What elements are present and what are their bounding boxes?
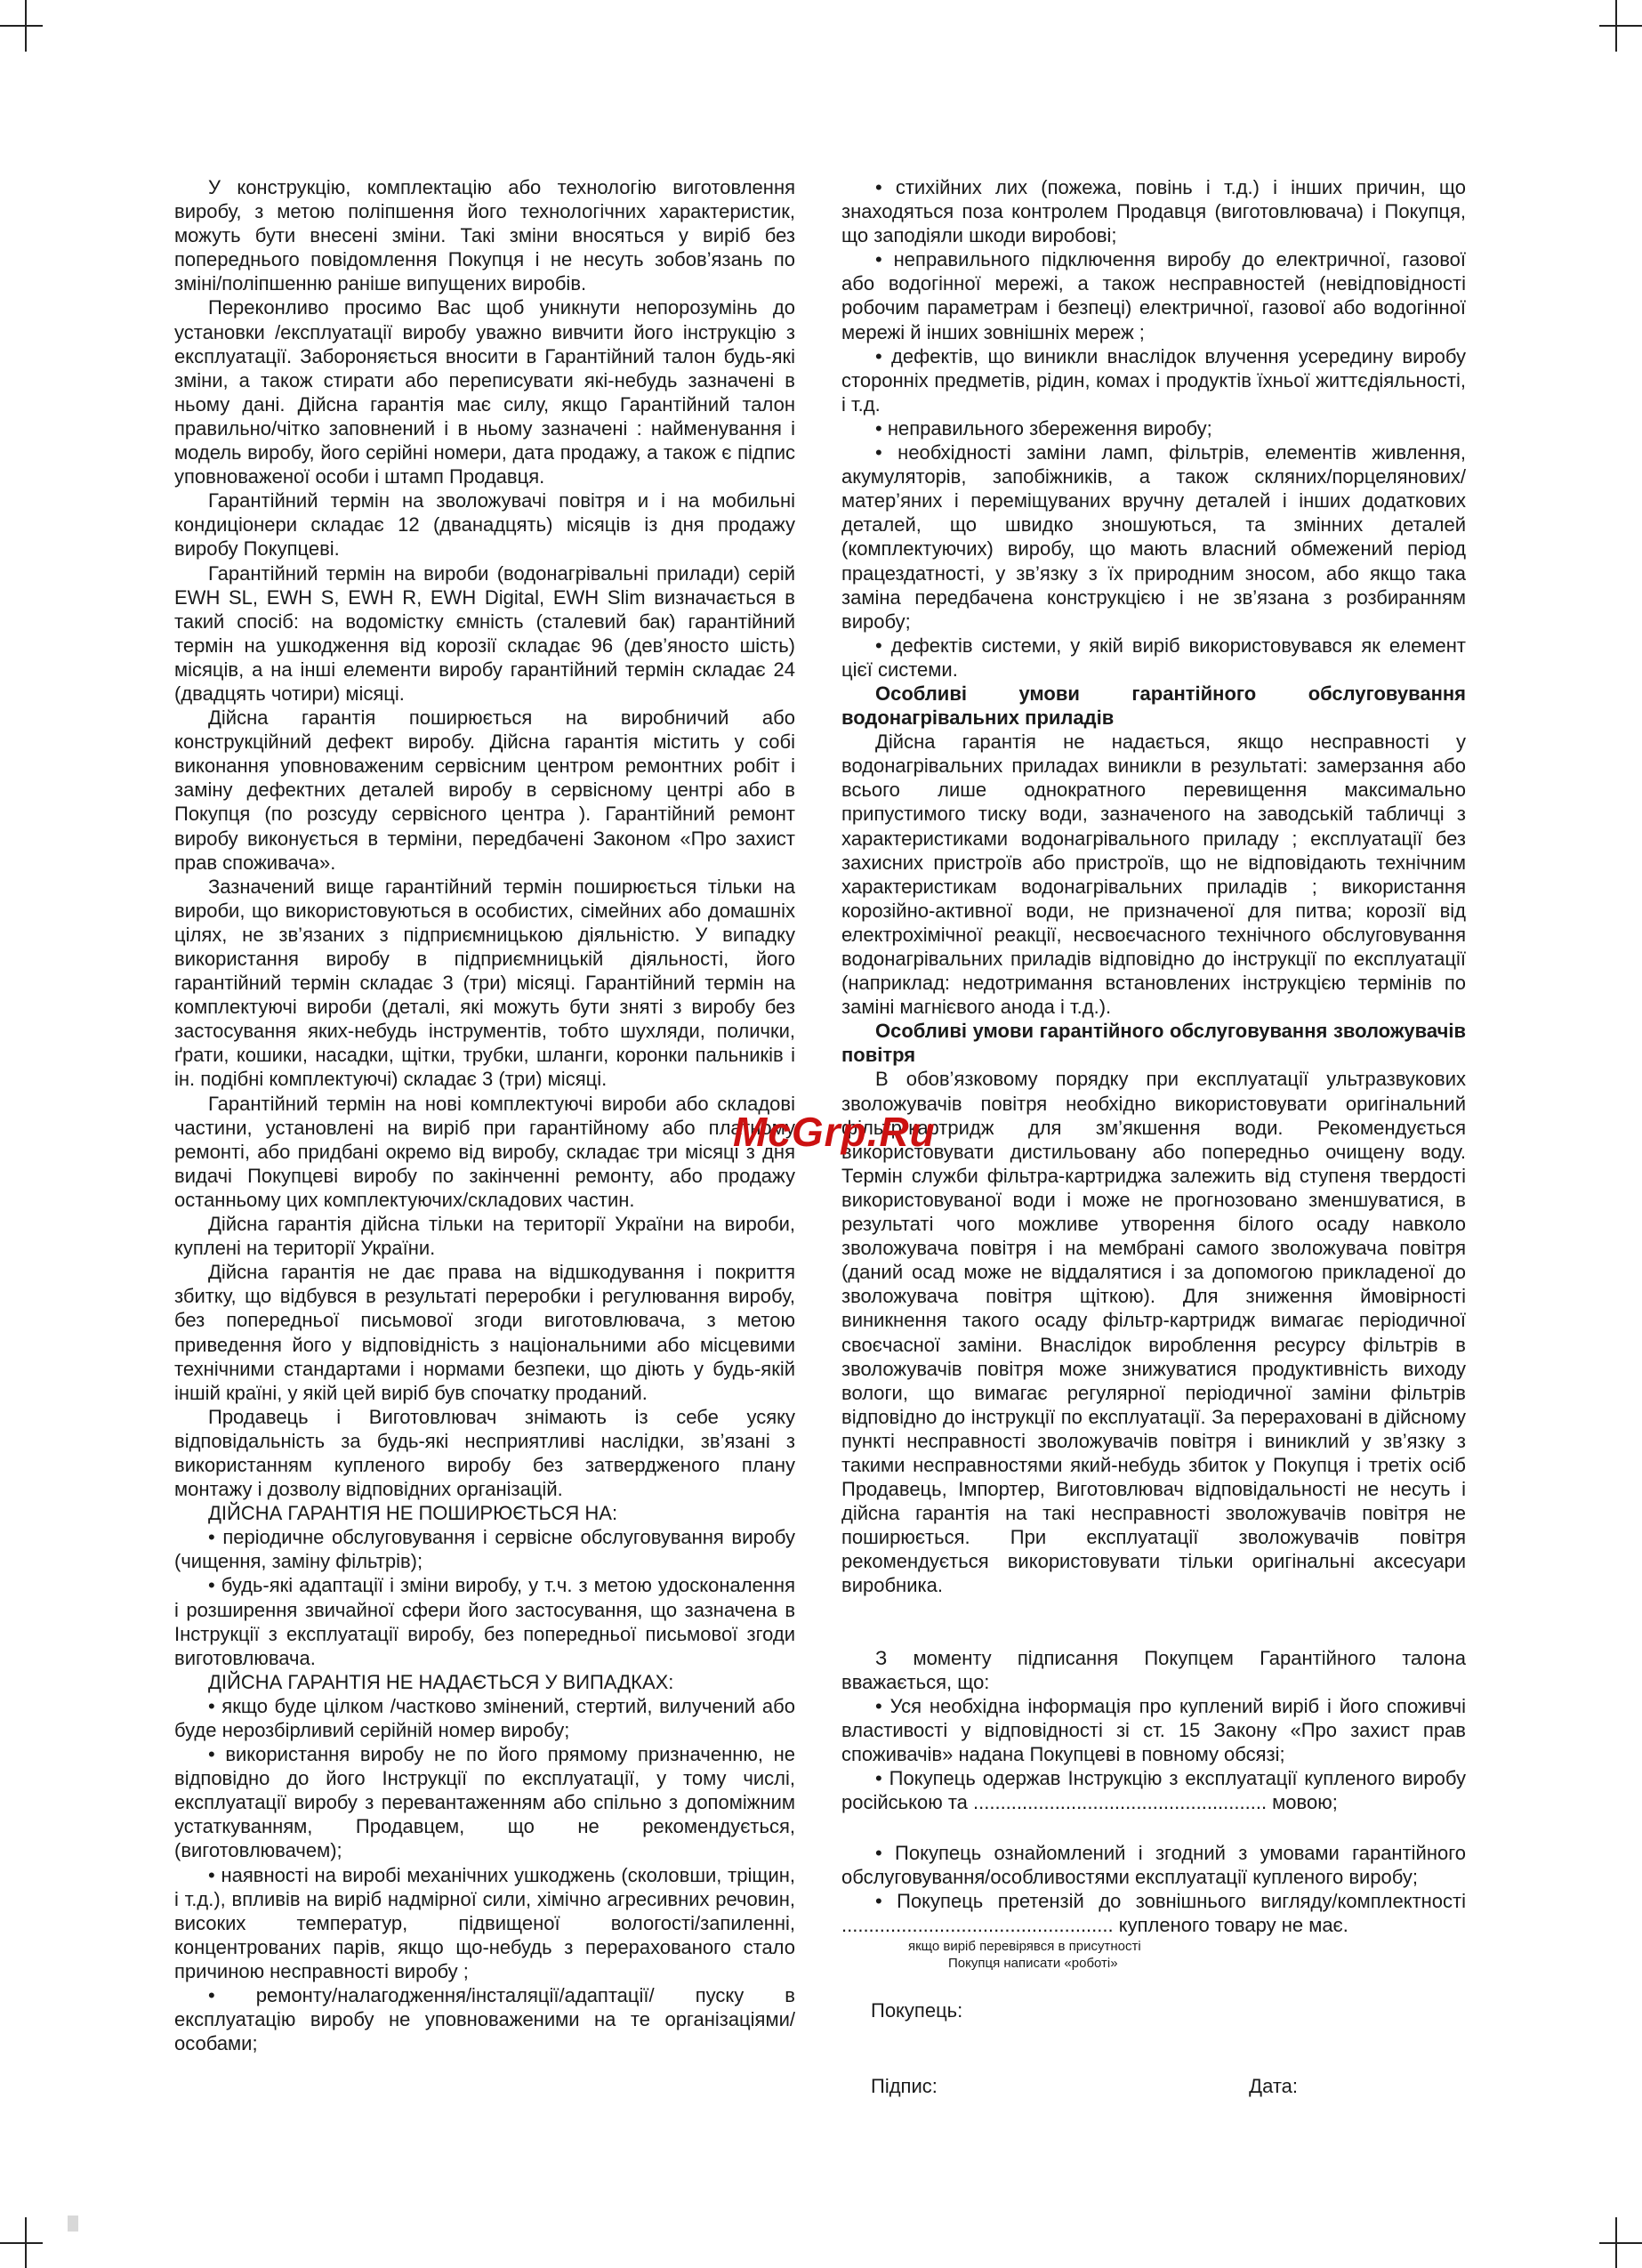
para-components: Гарантійний термін на нові комплектуючі вироби або складові частини, установлені на виріб при гарантійному або платному ремонті, або придбані окремо від виробу, складає три місяці з дня видачі Покупцеві виробу по закінченні ремонту, або продажу останньому цих комплектуючих/складових частин. xyxy=(174,1092,795,1211)
consent-item: • Покупець ознайомлений і згодний з умовами гарантійного обслуговування/особливостями експлуатації купленого виробу; xyxy=(841,1842,1466,1889)
consent-item: • Покупець претензій до зовнішнього вигляду/комплектності .................................................. купленого товару не має. xyxy=(841,1890,1466,1937)
list-item: • періодичне обслуговування і сервісне обслуговування виробу (чищення, заміну фільтрів); xyxy=(174,1526,795,1573)
buyer-label: Покупець: xyxy=(871,1998,963,2022)
para-personal-use: Зазначений вище гарантійний термін поширюється тільки на вироби, що використовуються в особистих, сімейних або домашніх цілях, не зв’язаних з підприємницькою діяльністю. У випадку використання виробу в підприємницькій діяльності, його гарантійний термін складає 3 (три) місяці. Гарантійний термін на комплектуючі вироби (деталі, які можуть бути зняті з виробу без застосування яких-небудь інструментів, тобто шухляди, полички, ґрати, кошики, насадки, щітки, трубки, шланги, коронки пальників і ін. подібні комплектуючі) складає 3 (три) місяці. xyxy=(174,875,795,1091)
list-item: • використання виробу не по його прямому призначенню, не відповідно до його Інструкції по експлуатації, у тому числі, експлуатації виробу з перевантаженням або спільно з допоміжним устаткуванням, Продавцем, що не рекомендується, (виготовлювачем); xyxy=(174,1743,795,1862)
list-item: • стихійних лих (пожежа, повінь і т.д.) і інших причин, що знаходяться поза контролем Продавця (виготовлювача) і Покупця, що заподіяли шкоди виробові; xyxy=(841,176,1466,247)
crop-mark-bottom-right-h xyxy=(1599,2242,1642,2244)
heading-heaters: Особливі умови гарантійного обслуговування водонагрівальних приладів xyxy=(841,682,1466,730)
crop-mark-bottom-left-h xyxy=(0,2242,43,2244)
para-humidifiers: В обов’язковому порядку при експлуатації ультразвукових зволожувачів повітря необхідно використовувати оригінальний фільтр-картридж для зм’якшення води. Рекомендується використовувати дистильовану або попередньо очищену воду. Термін служби фільтра-картриджа залежить від ступеня твердості використовуваної води і може не прогнозовано зменшуватися, в результаті чого можливе утворення білого осаду навколо зволожувача повітря і на мембрані самого зволожувача повітря (даний осад може не віддалятися і за допомогою прикладеної до зволожувача повітря щіткою). Для зниження ймовірності виникнення такого осаду фільтр-картридж вимагає періодичної своєчасної заміни. Внаслідок вироблення ресурсу фільтрів в зволожувачів повітря може знижуватися продуктивність виходу вологи, що вимагає регулярної періодичної заміни фільтрів відповідно до інструкції по експлуатації. За перераховані в дійсному пункті несправності зволожувачів повітря і виниклий у зв’язку з такими несправностями який-небудь збиток у Покупця і третіх осіб Продавець, Імпортер, Виготовлювач відповідальності не несуть і дійсна гарантія на такі несправності зволожувачів повітря не поширюється. При експлуатації зволожувачів повітря рекомендується використовувати тільки оригінальні аксесуари виробника. xyxy=(841,1068,1466,1597)
consent-intro: З моменту підписання Покупцем Гарантійного талона вважається, що: xyxy=(841,1646,1466,1693)
para-design-changes: У конструкцію, комплектацію або технологію виготовлення виробу, з метою поліпшення його технологічних характеристик, можуть бути внесені зміни. Такі зміни вносяться у виріб без попереднього повідомлення Покупця і не несуть зобов’язань по зміні/поліпшенню раніше випущених виробів. xyxy=(174,176,795,295)
list-item: • будь-які адаптації і зміни виробу, у т.ч. з метою удосконалення і розширення звичайної сфери його застосування, що зазначена в Інструкції з експлуатації виробу, без попередньої письмової згоди виготовлювача. xyxy=(174,1574,795,1669)
para-heater-term: Гарантійний термін на вироби (водонагрівальні прилади) серій EWH SL, EWH S, EWH R, EWH Digital, EWH Slim визначається в такий спосіб: на водомістку ємність (сталевий бак) гарантійний термін на ушкодження від корозії складає 96 (дев’яносто шість) місяців, а на інші елементи виробу гарантійний термін складає 24 (двадцять чотири) місяці. xyxy=(174,561,795,705)
list-item: • неправильного підключення виробу до електричної, газової або водогінної мережі, а також несправностей (невідповідності робочим параметрам і безпеці) електричної, газової або водогінної мережі й інших зовнішніх мереж ; xyxy=(841,248,1466,343)
para-heaters: Дійсна гарантія не надається, якщо несправності у водонагрівальних приладах виникли в результаті: замерзання або всього лише однократного перевищення максимально припустимого тиску води, зазначеного на заводській табличці з характеристиками водонагрівального приладу ; експлуатації без захисних пристроїв або пристроїв, що не відповідають технічним характеристикам водонагрівальних приладів ; використання корозійно-активної води, не призначеної для питва; корозії від електрохімічної реакції, несвоєчасного технічного обслуговування водонагрівальних приладів відповідно до інструкції по експлуатації (наприклад: недотримання встановлених інструкцією термінів по заміні магнієвого анода і т.д.). xyxy=(841,730,1466,1019)
list-item: • дефектів, що виникли внаслідок влучення усередину виробу сторонніх предметів, рідин, комах і продуктів їхньої життєдіяльності, і т.д. xyxy=(841,344,1466,416)
para-modification: Дійсна гарантія не дає права на відшкодування і покриття збитку, що відбувся в результаті переробки і регулювання виробу, без попередньої письмової згоди виготовлювача, з метою приведення його у відповідність з національними або місцевими технічними стандартами і нормами безпеки, що діють у будь-якій іншій країні, у якій цей виріб був спочатку проданий. xyxy=(174,1261,795,1404)
list-item: • якщо буде цілком /частково змінений, стертий, вилучений або буде нерозбірливий серійній номер виробу; xyxy=(174,1694,795,1741)
heading-not-covered: ДІЙСНА ГАРАНТІЯ НЕ ПОШИРЮЄТЬСЯ НА: xyxy=(208,1502,618,1525)
crop-mark-top-left-h xyxy=(0,25,43,27)
footnote-line-2: Покупця написати «роботі» xyxy=(948,1955,1118,1971)
heading-humidifiers: Особливі умови гарантійного обслуговування зволожувачів повітря xyxy=(841,1020,1466,1067)
list-item: • ремонту/налагодження/інсталяції/адаптації/ пуску в експлуатацію виробу не уповноваженими на те організаціями/особами; xyxy=(174,1984,795,2055)
para-instructions: Переконливо просимо Вас щоб уникнути непорозумінь до установки /експлуатації виробу уважно вивчити його інструкцію з експлуатації. Забороняється вносити в Гарантійний талон будь-які зміни, а також стирати або переписувати які-небудь зазначені в ньому дані. Дійсна гарантія має силу, якщо Гарантійний талон правильно/чітко заповнений і в ньому зазначені : найменування і модель виробу, його серійні номери, дата продажу, а також є підпис уповноваженої особи і штамп Продавця. xyxy=(174,296,795,488)
para-territory: Дійсна гарантія дійсна тільки на території України на вироби, куплені на території України. xyxy=(174,1213,795,1260)
watermark: McGrp.Ru xyxy=(733,1109,936,1155)
list-item: • необхідності заміни ламп, фільтрів, елементів живлення, акумуляторів, запобіжників, а також скляних/порцелянових/матер’яних і переміщуваних вручну деталей і інших додаткових деталей, що швидко зношуються, та змінних деталей (комплектуючих) виробу, що мають власний обмежений період працездатності, у зв’язку з їх природним зносом, або якщо така заміна передбачена конструкцією і не зв’язана з розбиранням виробу; xyxy=(841,441,1466,633)
crop-mark-top-right-h xyxy=(1599,25,1642,27)
signature-label: Підпис: xyxy=(871,2074,938,2097)
consent-item: • Уся необхідна інформація про куплений виріб і його споживчі властивості у відповідності зі ст. 15 Закону «Про захист прав споживачів» надана Покупцеві в повному обсязі; xyxy=(841,1694,1466,1765)
date-label: Дата: xyxy=(1249,2074,1298,2097)
left-column xyxy=(174,175,795,2055)
para-liability: Продавець і Виготовлювач знімають із себе усяку відповідальність за будь-які несприятливі наслідки, зв’язані з використанням купленого виробу без затвердженого плану монтажу і дозволу відповідних організацій. xyxy=(174,1405,795,1501)
list-item: • неправильного збереження виробу; xyxy=(875,416,1212,440)
heading-not-provided: ДІЙСНА ГАРАНТІЯ НЕ НАДАЄТЬСЯ У ВИПАДКАХ: xyxy=(208,1670,674,1693)
consent-item: • Покупець одержав Інструкцію з експлуатації купленого виробу російською та ...................................................... мовою; xyxy=(841,1767,1466,1814)
corner-tab xyxy=(68,2216,78,2232)
list-item: • наявності на виробі механічних ушкоджень (сколовши, тріщин, і т.д.), впливів на виріб надмірної сили, хімічно агресивних речовин, високих температур, підвищеної вологості/запиленні, концентрованих парів, якщо що-небудь з перерахованого стало причиною несправності виробу ; xyxy=(174,1863,795,1982)
footnote-line-1: якщо виріб перевірявся в присутності xyxy=(908,1938,1141,1954)
list-item: • дефектів системи, у якій виріб використовувався як елемент цієї системи. xyxy=(841,634,1466,681)
para-defect-scope: Дійсна гарантія поширюється на виробничий або конструкційний дефект виробу. Дійсна гарантія містить у собі виконання уповноваженим сервісним центром ремонтних робіт і заміну дефектних деталей виробу в сервісному центрі або в Покупця (по розсуду сервісного центра ). Гарантійний ремонт виробу виконується в терміни, передбачені Законом «Про захист прав споживача». xyxy=(174,706,795,874)
signature-row xyxy=(871,2074,1298,2098)
para-humidifier-term: Гарантійний термін на зволожувачі повітря и і на мобильні кондиціонери складає 12 (дванадцять) місяців із дня продажу виробу Покупцеві. xyxy=(174,489,795,561)
